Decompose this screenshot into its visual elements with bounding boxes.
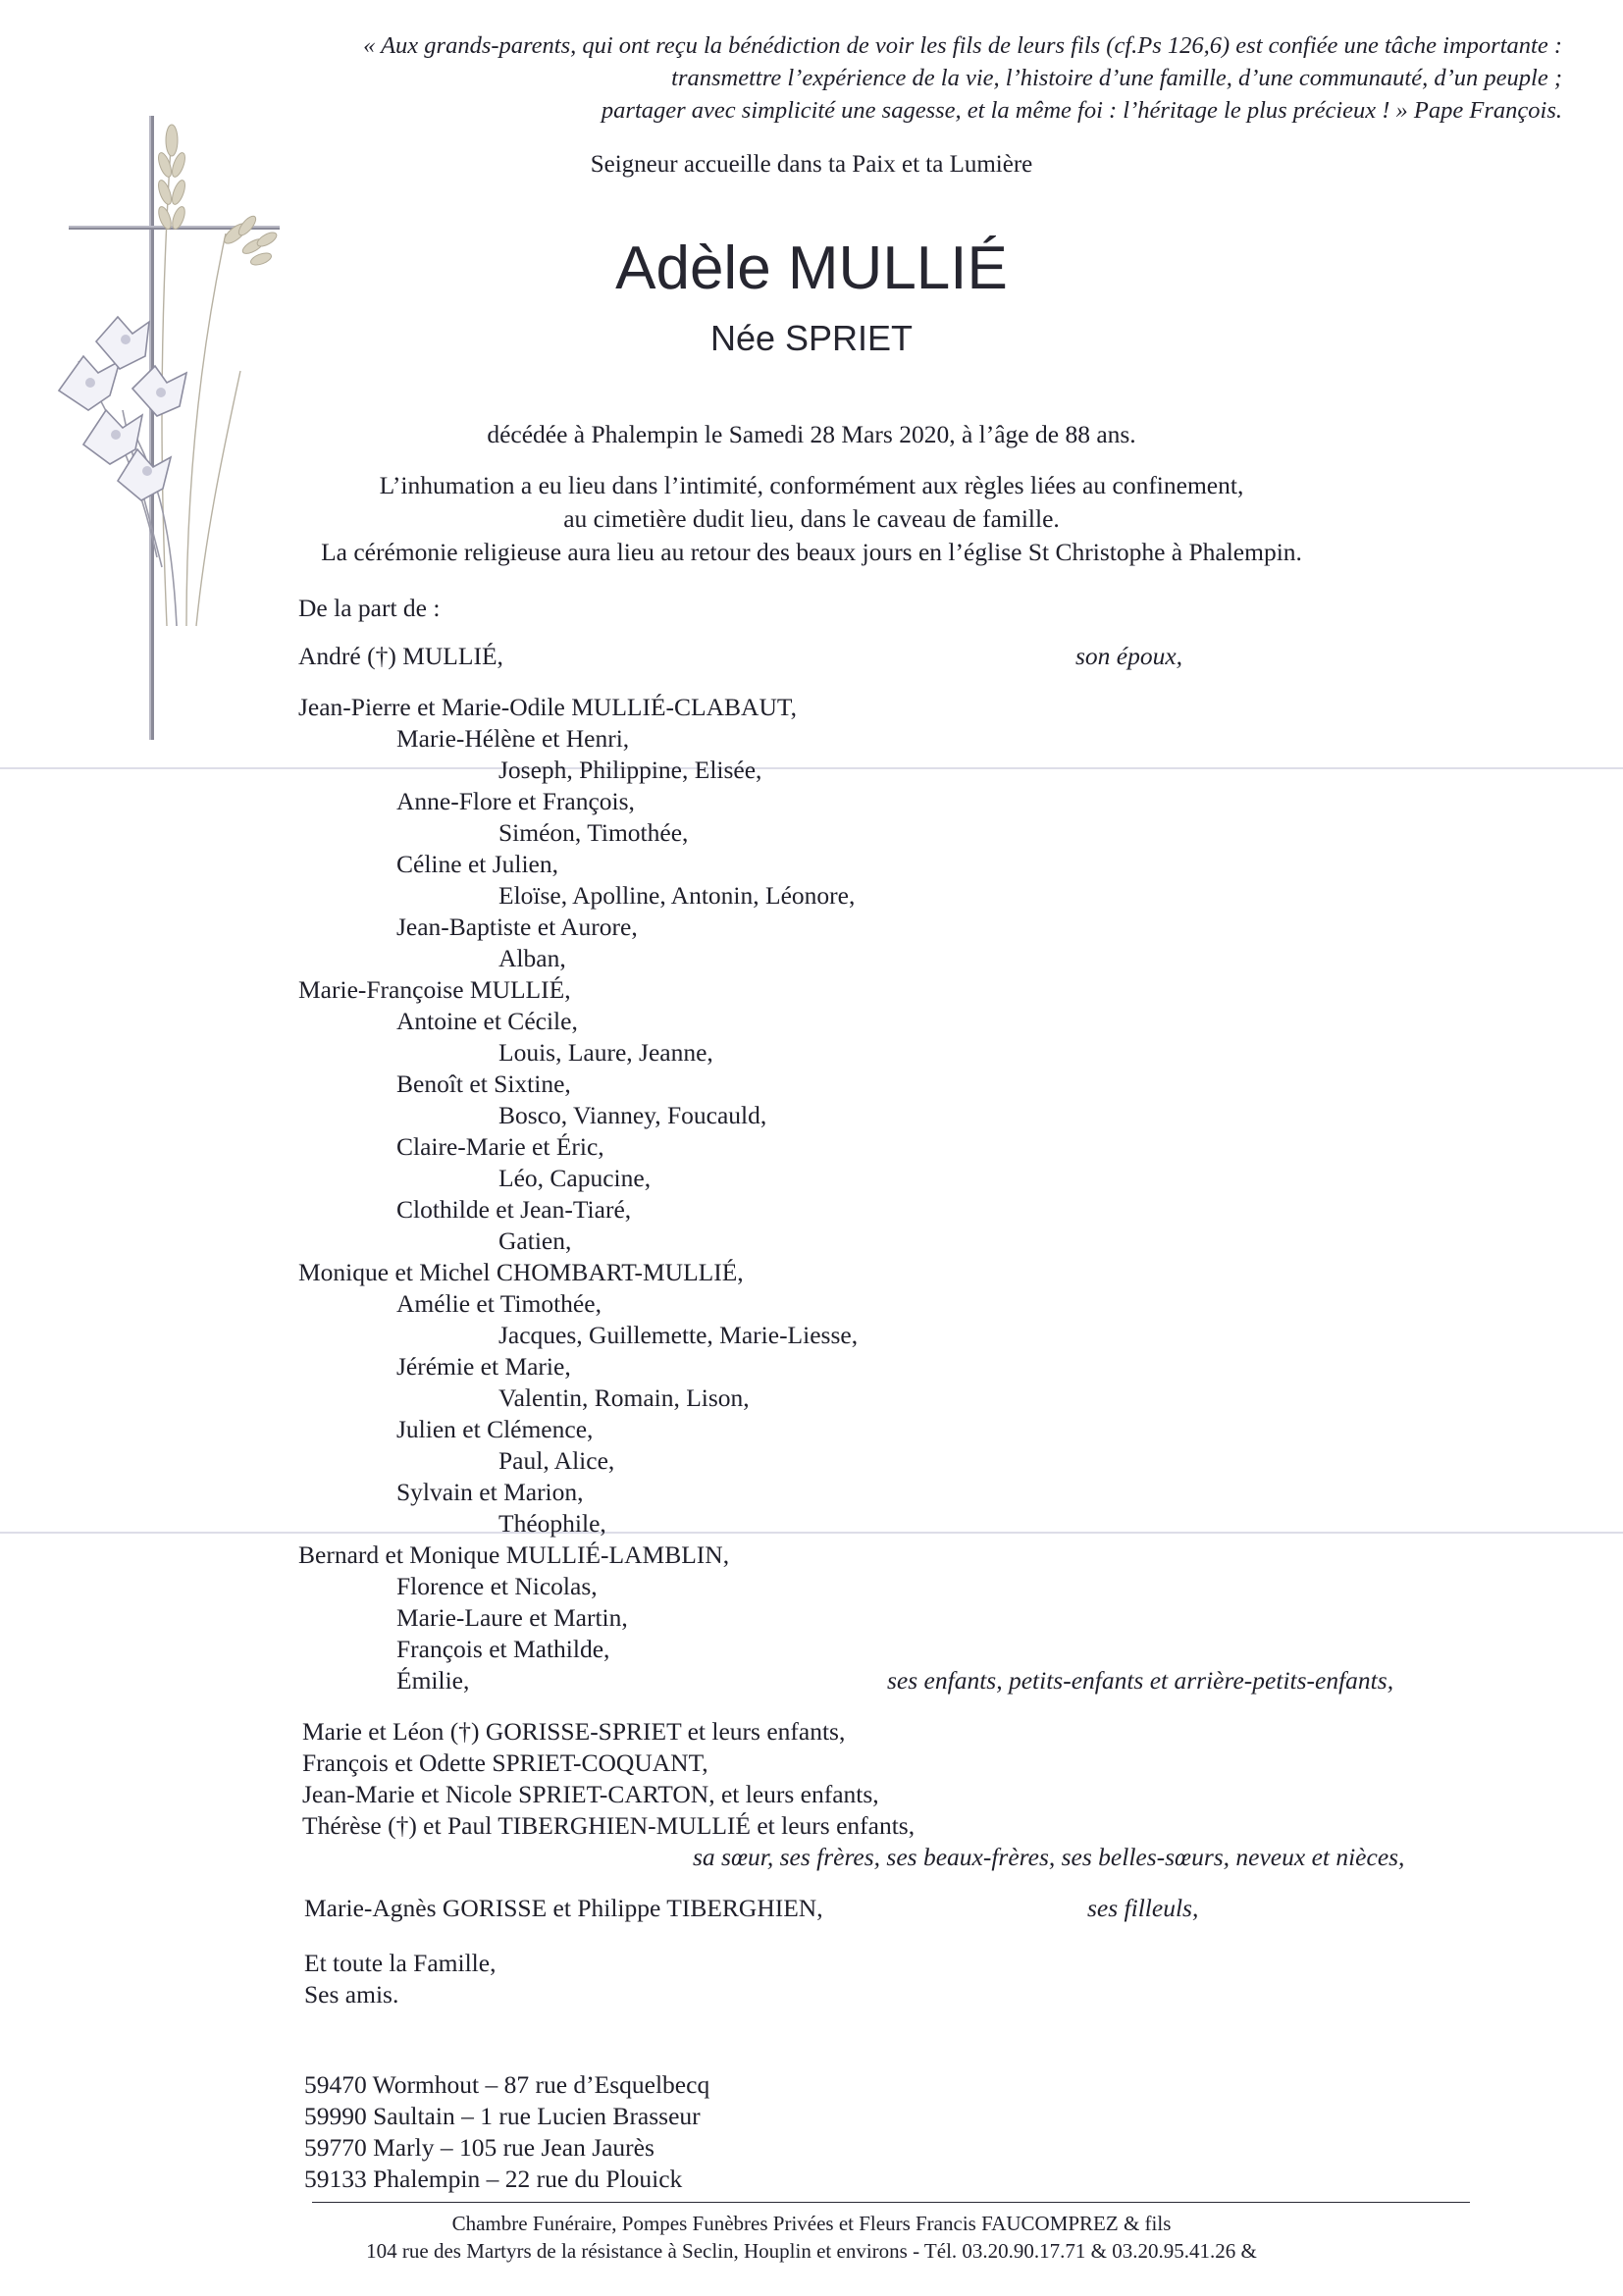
family-member: Siméon, Timothée, xyxy=(498,818,689,847)
sibling: Thérèse (†) et Paul TIBERGHIEN-MULLIÉ et leurs enfants, xyxy=(302,1811,916,1840)
from-label: De la part de : xyxy=(298,594,441,622)
family-member: Jean-Baptiste et Aurore, xyxy=(396,913,638,941)
family-member: Jérémie et Marie, xyxy=(396,1352,571,1381)
footer-divider xyxy=(312,2202,1470,2203)
family-member: Bosco, Vianney, Foucauld, xyxy=(498,1101,767,1129)
family-member: Anne-Flore et François, xyxy=(396,787,635,815)
maiden-name: Née SPRIET xyxy=(709,318,914,358)
burial-line: L’inhumation a eu lieu dans l’intimité, conformément aux règles liées au confinement, xyxy=(379,471,1244,499)
prayer-line: Seigneur accueille dans ta Paix et ta Lumière xyxy=(590,151,1033,178)
quote-line: transmettre l’expérience de la vie, l’histoire d’une famille, d’une communauté, d’un peuple ; xyxy=(671,65,1562,91)
sibling: Marie et Léon (†) GORISSE-SPRIET et leurs enfants, xyxy=(302,1717,846,1746)
family-member: Gatien, xyxy=(498,1226,572,1255)
family-member: Léo, Capucine, xyxy=(498,1164,652,1192)
family-member: Antoine et Cécile, xyxy=(396,1007,578,1035)
siblings-relation: sa sœur, ses frères, ses beaux-frères, ses belles-sœurs, neveux et nièces, xyxy=(693,1843,1405,1871)
family-member: Eloïse, Apolline, Antonin, Léonore, xyxy=(498,881,856,910)
closing-line: Ses amis. xyxy=(304,1980,399,2009)
ceremony-line: La cérémonie religieuse aura lieu au retour des beaux jours en l’église St Christophe à Phalempin. xyxy=(321,538,1302,566)
burial-line: au cimetière dudit lieu, dans le caveau de famille. xyxy=(563,504,1060,533)
family-member: Clothilde et Jean-Tiaré, xyxy=(396,1195,632,1224)
paper-fold-line xyxy=(0,1532,1623,1534)
quote-line: partager avec simplicité une sagesse, et la même foi : l’héritage le plus précieux ! » Pape François. xyxy=(601,97,1562,124)
spouse-relation: son époux, xyxy=(1075,642,1183,670)
family-member: Sylvain et Marion, xyxy=(396,1478,584,1506)
family-member: Paul, Alice, xyxy=(498,1446,615,1475)
children-relation: ses enfants, petits-enfants et arrière-petits-enfants, xyxy=(887,1666,1394,1695)
death-notice: décédée à Phalempin le Samedi 28 Mars 2020, à l’âge de 88 ans. xyxy=(487,420,1136,448)
family-member: Marie-Laure et Martin, xyxy=(396,1603,628,1632)
godchildren-relation: ses filleuls, xyxy=(1087,1894,1199,1922)
paper-fold-line xyxy=(0,767,1623,769)
closing-line: Et toute la Famille, xyxy=(304,1949,497,1977)
family-member: Amélie et Timothée, xyxy=(396,1289,602,1318)
funeral-home-name: Chambre Funéraire, Pompes Funèbres Privées et Fleurs Francis FAUCOMPREZ & fils xyxy=(451,2212,1172,2235)
pope-quote xyxy=(90,29,1562,127)
address-line: 59470 Wormhout – 87 rue d’Esquelbecq xyxy=(304,2070,710,2099)
address-line: 59990 Saultain – 1 rue Lucien Brasseur xyxy=(304,2102,701,2130)
sibling: Jean-Marie et Nicole SPRIET-CARTON, et leurs enfants, xyxy=(302,1780,879,1808)
family-member: Marie-Hélène et Henri, xyxy=(396,724,630,753)
family-member: Céline et Julien, xyxy=(396,850,559,878)
family-member: Alban, xyxy=(498,944,566,972)
family-member: Benoît et Sixtine, xyxy=(396,1070,571,1098)
address-line: 59770 Marly – 105 rue Jean Jaurès xyxy=(304,2133,654,2162)
family-member: Jean-Pierre et Marie-Odile MULLIÉ-CLABAUT, xyxy=(298,693,797,721)
family-member: Émilie, xyxy=(396,1666,470,1695)
family-member: Joseph, Philippine, Elisée, xyxy=(498,756,762,784)
family-member: Claire-Marie et Éric, xyxy=(396,1132,604,1161)
family-member: Monique et Michel CHOMBART-MULLIÉ, xyxy=(298,1258,744,1286)
family-member: Bernard et Monique MULLIÉ-LAMBLIN, xyxy=(298,1540,730,1569)
quote-line: « Aux grands-parents, qui ont reçu la bénédiction de voir les fils de leurs fils (cf.Ps 126,6) est confiée une tâche importante : xyxy=(363,32,1562,59)
family-member: Théophile, xyxy=(498,1509,606,1538)
family-member: Marie-Françoise MULLIÉ, xyxy=(298,975,571,1004)
godchildren-names: Marie-Agnès GORISSE et Philippe TIBERGHIEN, xyxy=(304,1894,823,1922)
address-line: 59133 Phalempin – 22 rue du Plouick xyxy=(304,2165,683,2193)
deceased-name: Adèle MULLIÉ xyxy=(615,235,1008,302)
sibling: François et Odette SPRIET-COQUANT, xyxy=(302,1748,708,1777)
family-member: Jacques, Guillemette, Marie-Liesse, xyxy=(498,1321,859,1349)
spouse-name: André (†) MULLIÉ, xyxy=(298,642,503,670)
family-member: Louis, Laure, Jeanne, xyxy=(498,1038,713,1067)
funeral-home-address: 104 rue des Martyrs de la résistance à Seclin, Houplin et environs - Tél. 03.20.90.17.71 & 03.20.95.41.26 & xyxy=(366,2239,1257,2263)
family-member: Florence et Nicolas, xyxy=(396,1572,598,1600)
family-member: Julien et Clémence, xyxy=(396,1415,594,1443)
family-member: François et Mathilde, xyxy=(396,1635,610,1663)
family-member: Valentin, Romain, Lison, xyxy=(498,1383,750,1412)
